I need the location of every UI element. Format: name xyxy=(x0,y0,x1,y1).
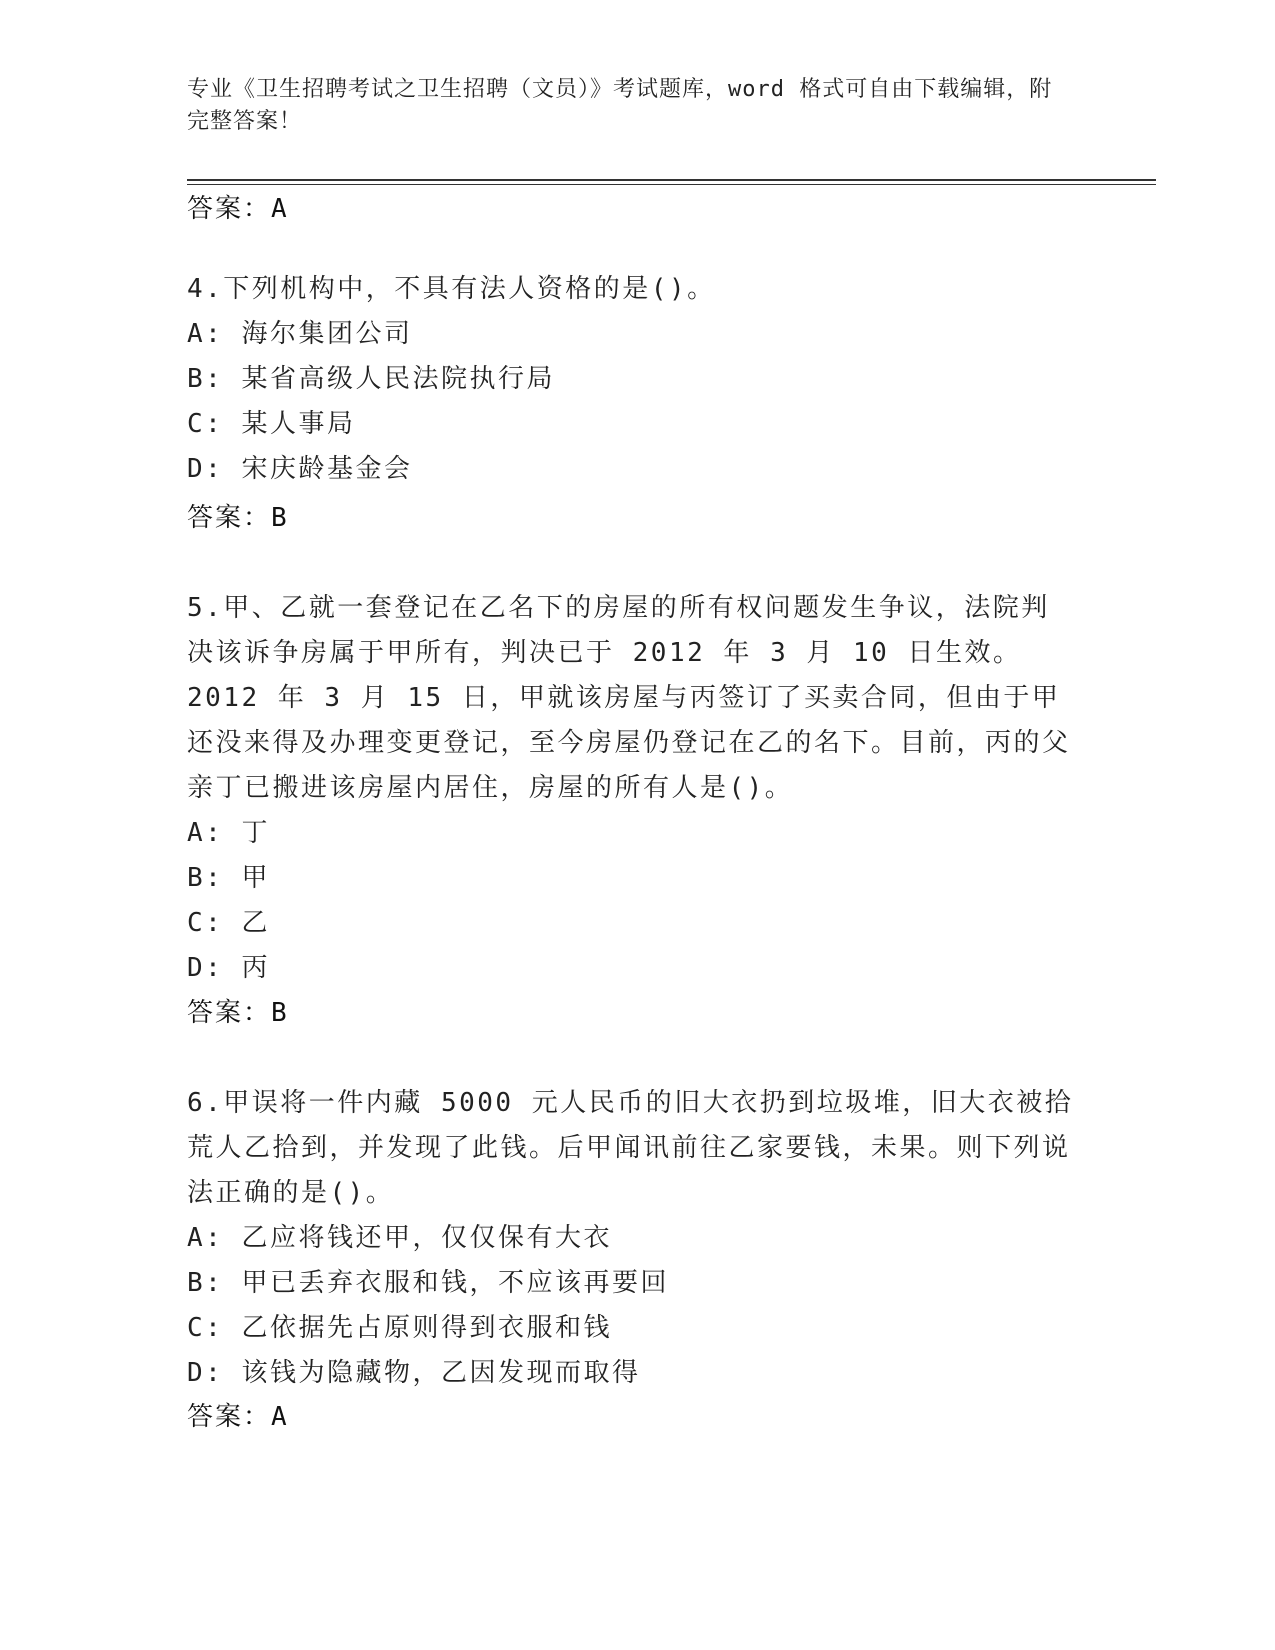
option-d: D: 丙 xyxy=(187,953,270,983)
question-6 xyxy=(187,1081,1077,1396)
header-rule-thin xyxy=(187,184,1156,185)
option-c: C: 乙依据先占原则得到衣服和钱 xyxy=(187,1313,612,1343)
question-stem: 4.下列机构中，不具有法人资格的是()。 xyxy=(187,274,716,304)
option-d: D: 该钱为隐藏物，乙因发现而取得 xyxy=(187,1358,641,1388)
answer-5: 答案：B xyxy=(187,998,289,1028)
option-b: B: 某省高级人民法院执行局 xyxy=(187,364,555,394)
option-b: B: 甲已丢弃衣服和钱，不应该再要回 xyxy=(187,1268,669,1298)
option-d: D: 宋庆龄基金会 xyxy=(187,454,413,484)
option-a: A: 乙应将钱还甲，仅仅保有大衣 xyxy=(187,1223,612,1253)
question-stem: 5.甲、乙就一套登记在乙名下的房屋的所有权问题发生争议，法院判决该诉争房属于甲所有，判决已于 2012 年 3 月 10 日生效。2012 年 3 月 15 日，甲就该房屋与丙签订了买卖合同，但由于甲还没来得及办理变更登记，至今房屋仍登记在乙的名下。目前，丙的父亲丁已搬进该房屋内居住，房屋的所有人是()。 xyxy=(187,593,1071,803)
header-rule-thick xyxy=(187,179,1156,181)
answer-6: 答案：A xyxy=(187,1402,289,1432)
option-b: B: 甲 xyxy=(187,863,270,893)
option-c: C: 乙 xyxy=(187,908,270,938)
document-header: 专业《卫生招聘考试之卫生招聘（文员）》考试题库，word 格式可自由下载编辑，附完整答案！ xyxy=(187,77,1053,134)
question-stem: 6.甲误将一件内藏 5000 元人民币的旧大衣扔到垃圾堆，旧大衣被拾荒人乙拾到，并发现了此钱。后甲闻讯前往乙家要钱，未果。则下列说法正确的是()。 xyxy=(187,1088,1074,1208)
answer-4: 答案：B xyxy=(187,503,289,533)
option-c: C: 某人事局 xyxy=(187,409,356,439)
option-a: A: 丁 xyxy=(187,818,270,848)
option-a: A: 海尔集团公司 xyxy=(187,319,413,349)
question-4 xyxy=(187,267,1077,492)
previous-answer: 答案：A xyxy=(187,194,289,224)
question-5 xyxy=(187,586,1077,991)
